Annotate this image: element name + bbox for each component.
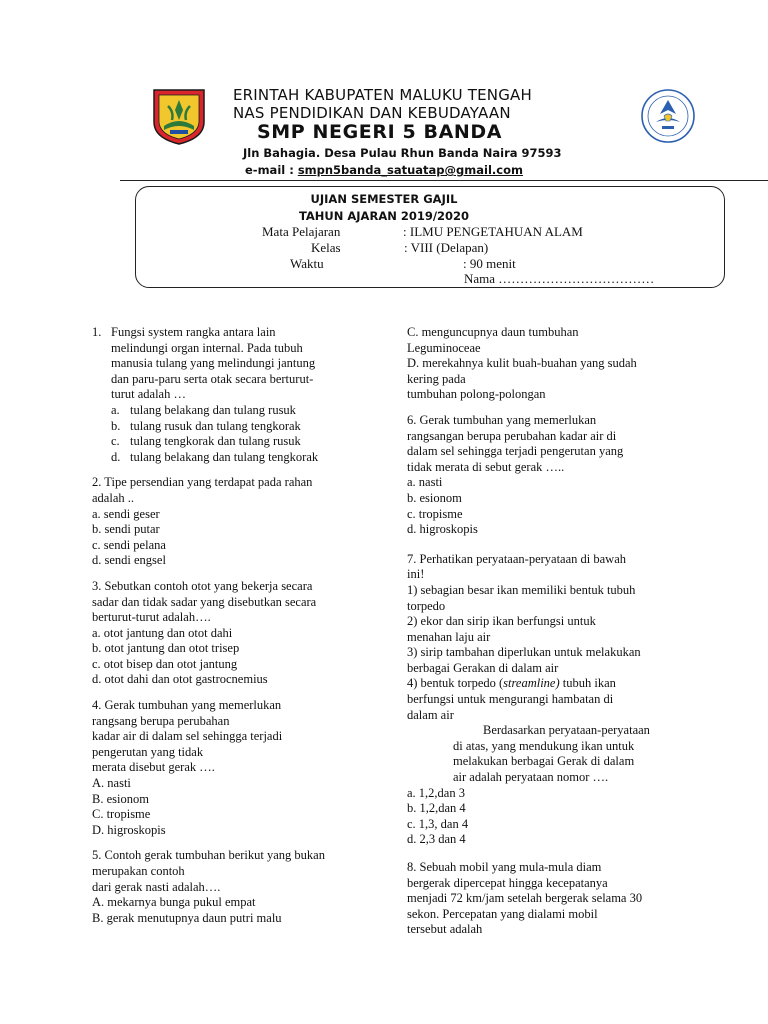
answer-option[interactable]: D. higroskopis xyxy=(92,822,166,837)
answer-option[interactable]: d. tulang belakang dan tulang tengkorak xyxy=(111,449,319,464)
time-value: : 90 menit xyxy=(463,256,516,271)
student-name-field[interactable]: Nama ……………………………… xyxy=(464,271,655,286)
answer-option[interactable]: b. otot jantung dan otot trisep xyxy=(92,641,240,656)
question-number: 1. xyxy=(92,325,102,339)
question-text: 5. Contoh gerak tumbuhan berikut yang bukan xyxy=(92,848,325,863)
question-text: sekon. Percepatan yang dialami mobil xyxy=(407,906,598,921)
answer-option[interactable]: c. 1,3, dan 4 xyxy=(407,816,469,831)
answer-option[interactable]: d. 2,3 dan 4 xyxy=(407,832,466,847)
email-label: e-mail : xyxy=(245,163,298,177)
answer-option[interactable]: A. nasti xyxy=(92,776,131,791)
answer-option[interactable]: a. tulang belakang dan tulang rusuk xyxy=(111,402,296,417)
answer-option[interactable]: c. tulang tengkorak dan tulang rusuk xyxy=(111,434,301,449)
question-1 xyxy=(92,325,360,465)
question-text: manusia tulang yang melindungi jantung xyxy=(111,356,316,371)
question-text: 3. Sebutkan contoh otot yang bekerja secara xyxy=(92,578,313,593)
answer-option[interactable]: B. esionom xyxy=(92,791,149,806)
question-6 xyxy=(407,413,677,538)
question-text: dan paru-paru serta otak secara berturut- xyxy=(111,371,314,386)
class-value: : VIII (Delapan) xyxy=(404,240,489,255)
question-text: 8. Sebuah mobil yang mula-mula diam xyxy=(407,860,602,874)
question-text: rangsang berupa perubahan xyxy=(92,713,230,728)
question-text: menjadi 72 km/jam setelah bergerak selama 30 xyxy=(407,891,643,906)
answer-option[interactable]: C. tropisme xyxy=(92,807,151,822)
regency-emblem-icon xyxy=(150,86,208,146)
answer-option-continued: tumbuhan polong-polongan xyxy=(407,387,546,402)
question-text: di atas, yang mendukung ikan untuk xyxy=(453,738,635,753)
question-3 xyxy=(92,579,360,688)
statement-text: torpedo xyxy=(407,598,446,613)
question-text: 6. Gerak tumbuhan yang memerlukan xyxy=(407,412,597,427)
exam-title: UJIAN SEMESTER GAJIL xyxy=(310,192,458,206)
header-divider xyxy=(120,180,768,181)
question-text: Berdasarkan peryataan-peryataan xyxy=(483,723,650,738)
questions-right-column xyxy=(407,325,677,948)
question-5 xyxy=(92,848,360,926)
question-text: 4. Gerak tumbuhan yang memerlukan xyxy=(92,698,282,713)
question-text: turut adalah … xyxy=(111,387,186,402)
question-text: merata disebut gerak …. xyxy=(92,760,215,775)
question-text: tidak merata di sebut gerak ….. xyxy=(407,459,565,474)
answer-option[interactable]: D. merekahnya kulit buah-buahan yang sudah xyxy=(407,356,637,371)
answer-option[interactable]: c. tropisme xyxy=(407,506,463,521)
question-5-continued xyxy=(407,325,677,403)
statement-text: 3) sirip tambahan diperlukan untuk melakukan xyxy=(407,645,641,660)
question-text: rangsangan berupa perubahan kadar air di xyxy=(407,428,617,443)
school-address: Jln Bahagia. Desa Pulau Rhun Banda Naira 97593 xyxy=(243,146,562,160)
question-8 xyxy=(407,860,677,938)
question-text: kadar air di dalam sel sehingga terjadi xyxy=(92,729,283,744)
statement-text: berbagai Gerakan di dalam air xyxy=(407,660,559,675)
question-text: ini! xyxy=(407,567,425,582)
question-text: melakukan berbagai Gerak di dalam xyxy=(453,754,635,769)
question-text: Fungsi system rangka antara lain xyxy=(111,325,276,339)
answer-option[interactable]: a. 1,2,dan 3 xyxy=(407,785,465,800)
answer-option[interactable]: B. gerak menutupnya daun putri malu xyxy=(92,910,282,925)
question-7 xyxy=(407,552,677,848)
school-name: SMP NEGERI 5 BANDA xyxy=(257,121,503,143)
answer-option-continued: Leguminoceae xyxy=(407,340,481,355)
statement-text: dalam air xyxy=(407,707,454,722)
answer-option[interactable]: a. nasti xyxy=(407,475,443,490)
question-text: melindungi organ internal. Pada tubuh xyxy=(111,340,303,355)
answer-option-continued: kering pada xyxy=(407,371,466,386)
answer-option[interactable]: b. 1,2,dan 4 xyxy=(407,801,466,816)
answer-option[interactable]: A. mekarnya bunga pukul empat xyxy=(92,895,256,910)
question-text: tersebut adalah xyxy=(407,922,483,937)
subject-label: Mata Pelajaran xyxy=(262,224,341,239)
answer-option[interactable]: c. otot bisep dan otot jantung xyxy=(92,656,238,671)
statement-text: berfungsi untuk mengurangi hambatan di xyxy=(407,692,614,707)
time-label: Waktu xyxy=(290,256,324,271)
question-text: 2. Tipe persendian yang terdapat pada rahan xyxy=(92,475,313,490)
questions-left-column xyxy=(92,325,360,936)
question-text: merupakan contoh xyxy=(92,864,185,878)
answer-option[interactable]: b. tulang rusuk dan tulang tengkorak xyxy=(111,418,301,433)
email-link[interactable]: smpn5banda_satuatap@gmail.com xyxy=(297,163,523,177)
question-text: pengerutan yang tidak xyxy=(92,744,204,759)
question-text: air adalah peryataan nomor …. xyxy=(453,770,609,785)
statement-text: 4) bentuk torpedo (streamline) tubuh ikan xyxy=(407,676,616,691)
question-text: adalah .. xyxy=(92,490,134,505)
question-2 xyxy=(92,475,360,569)
answer-option[interactable]: C. menguncupnya daun tumbuhan xyxy=(407,325,579,339)
answer-option[interactable]: a. sendi geser xyxy=(92,506,160,521)
question-text: 7. Perhatikan peryataan-peryataan di bawah xyxy=(407,551,626,566)
class-label: Kelas xyxy=(311,240,341,255)
question-text: dari gerak nasti adalah…. xyxy=(92,879,221,894)
question-text: bergerak dipercepat hingga kecepatanya xyxy=(407,875,608,890)
header-government-line: ERINTAH KABUPATEN MALUKU TENGAH xyxy=(233,86,532,104)
question-4 xyxy=(92,698,360,838)
answer-option[interactable]: a. otot jantung dan otot dahi xyxy=(92,625,233,640)
header-department-line: NAS PENDIDIKAN DAN KEBUDAYAAN xyxy=(233,104,511,122)
answer-option[interactable]: d. sendi engsel xyxy=(92,553,166,568)
statement-text: menahan laju air xyxy=(407,629,491,644)
statement-text: 2) ekor dan sirip ikan berfungsi untuk xyxy=(407,614,596,629)
subject-value: : ILMU PENGETAHUAN ALAM xyxy=(403,224,583,239)
answer-option[interactable]: d. otot dahi dan otot gastrocnemius xyxy=(92,672,268,687)
answer-option[interactable]: b. esionom xyxy=(407,490,462,505)
question-text: sadar dan tidak sadar yang disebutkan secara xyxy=(92,594,317,609)
answer-option[interactable]: d. higroskopis xyxy=(407,522,478,537)
question-text: berturut-turut adalah…. xyxy=(92,610,211,625)
answer-option[interactable]: b. sendi putar xyxy=(92,522,160,537)
statement-text: 1) sebagian besar ikan memiliki bentuk tubuh xyxy=(407,582,636,597)
school-email xyxy=(245,163,523,177)
question-text: dalam sel sehingga terjadi pengerutan yang xyxy=(407,444,624,459)
exam-year: TAHUN AJARAN 2019/2020 xyxy=(298,209,470,223)
answer-option[interactable]: c. sendi pelana xyxy=(92,537,166,552)
tut-wuri-handayani-logo-icon xyxy=(640,88,696,144)
